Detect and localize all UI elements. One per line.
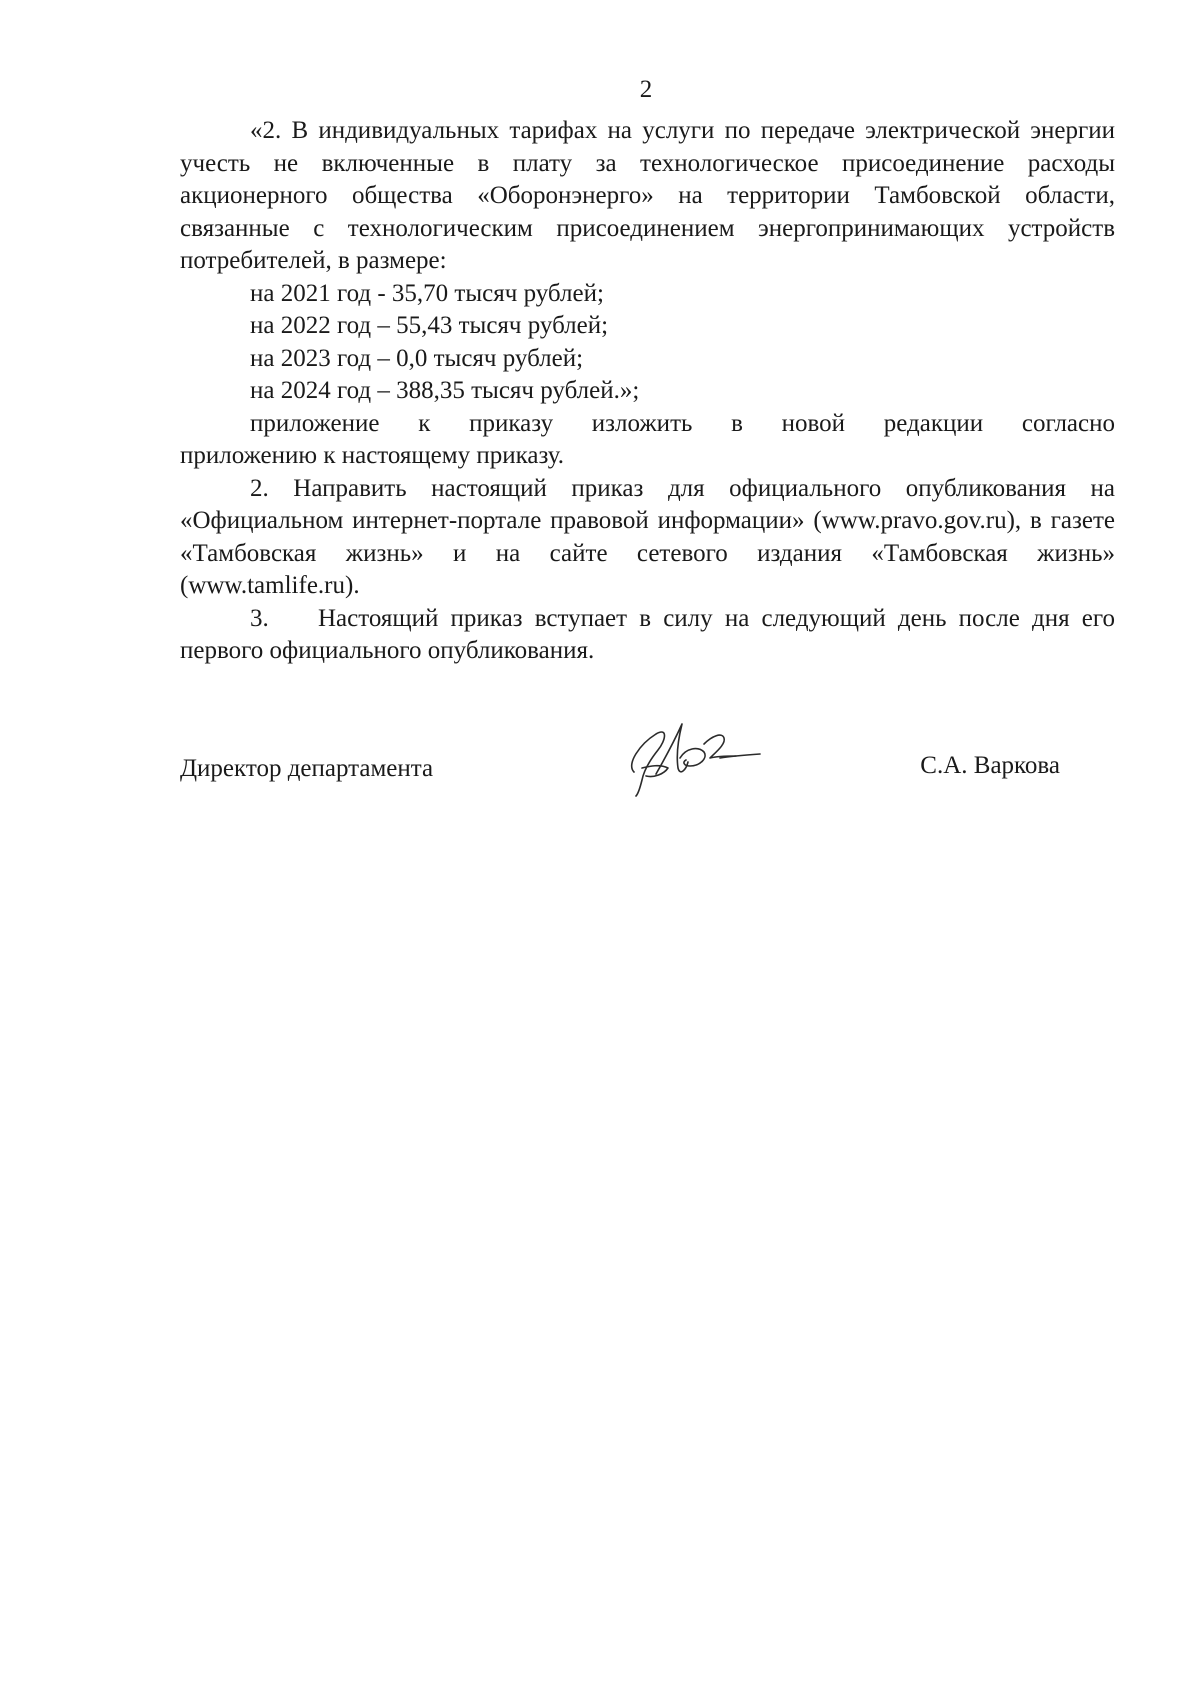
paragraph-effective-text: Настоящий приказ вступает в силу на следующий день после дня его первого официального опубликования.: [180, 604, 1115, 664]
paragraph-publication: 2. Направить настоящий приказ для официального опубликования на «Официальном интернет-портале правовой информации» (www.pravo.gov.ru), в газете «Тамбовская жизнь» и на сайте сетевого издания «Тамбовская жизнь» (www.tamlife.ru).: [180, 474, 1115, 599]
paragraph-appendix-line1: приложение к приказу изложить в новой редакции согласно: [250, 409, 1115, 437]
list-item-2023: на 2023 год – 0,0 тысяч рублей;: [250, 344, 584, 372]
signatory-title: Директор департамента: [180, 755, 434, 782]
list-item-2022: на 2022 год – 55,43 тысяч рублей;: [250, 312, 609, 339]
list-item-2024: на 2024 год – 388,35 тысяч рублей.»;: [250, 377, 640, 404]
page-number: 2: [639, 76, 653, 103]
list-item-2021: на 2021 год - 35,70 тысяч рублей;: [250, 279, 604, 307]
handwritten-signature: [620, 710, 770, 800]
paragraph-tariffs: «2. В индивидуальных тарифах на услуги по передаче электрической энергии учесть не включенные в плату за технологическое присоединение расходы акционерного общества «Оборонэнерго» на территории Тамбовской области, связанные с технологическим присоединением энергопринимающих устройств потребителей, в размере:: [180, 117, 1115, 274]
signatory-name: С.А. Варкова: [920, 752, 1060, 779]
paragraph-effective-date: [180, 603, 1115, 668]
paragraph-number: 3.: [250, 604, 269, 632]
document-body: [180, 115, 1115, 668]
paragraph-appendix-line2: приложению к настоящему приказу.: [180, 442, 565, 469]
